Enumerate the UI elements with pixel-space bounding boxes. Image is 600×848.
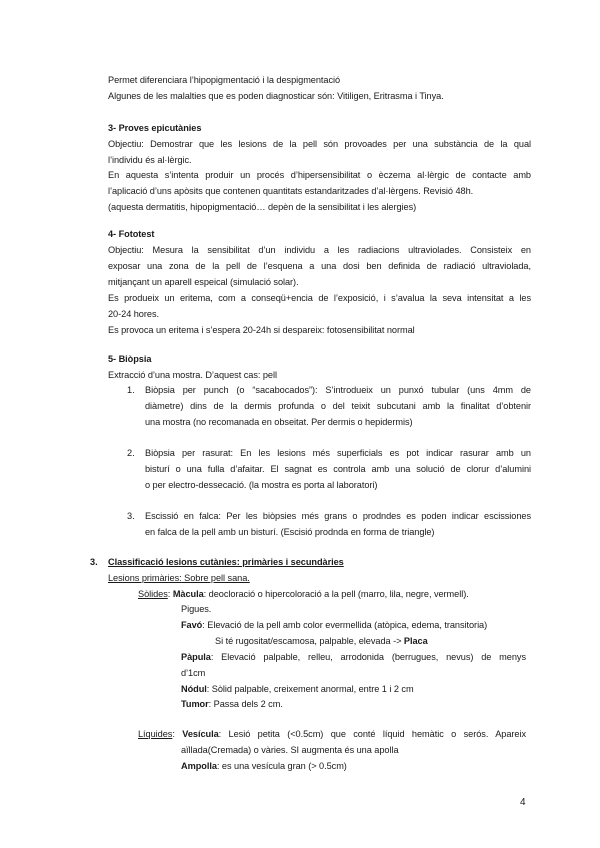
vesicula-term: Vesícula	[182, 729, 219, 739]
papula-line	[181, 651, 526, 663]
section-heading-classificacio: Classificació lesions cutànies: primàries i secundàries	[108, 557, 344, 567]
solides-line: Sòlides: Màcula: deocloració o hipercoloració a la pell (marro, lila, negre, vermell).	[138, 589, 469, 599]
nodul-line	[181, 683, 414, 695]
paragraph-line: exposar una zona de la pell de l’esquena a una dosi ben definida de radiació ultraviolada,	[108, 261, 531, 271]
liquides-line: Líquides: Vesícula: Lesió petita (<0.5cm) que conté líquid hemàtic o serós. Apareix	[138, 729, 527, 739]
tumor-line	[181, 698, 283, 710]
tumor-text: : Passa dels 2 cm.	[208, 699, 283, 709]
section-number: 3.	[90, 557, 98, 567]
vesicula-text-cont: aïllada(Cremada) o vàries. SI augmenta és una apolla	[181, 745, 399, 755]
nodul-text: : Sòlid palpable, creixement anormal, entre 1 i 2 cm	[206, 684, 414, 694]
list-number: 3.	[127, 511, 135, 521]
papula-text: : Elevació palpable, relleu, arrodonida (berrugues, nevus) de menys	[210, 652, 526, 662]
paragraph-line: Extracció d’una mostra. D’aquest cas: pell	[108, 370, 277, 380]
primaries-line	[108, 572, 250, 584]
list-item-line: o per electro-dessecació. (la mostra es porta al laboratori)	[145, 480, 378, 490]
favo-line	[181, 619, 487, 631]
papula-term: Pàpula	[181, 652, 211, 662]
list-item-line: bisturí o una fulla d’afaitar. El sagnat es controla amb una solució de clorur d’alumini	[145, 464, 531, 474]
macula-term: Màcula	[172, 589, 204, 599]
intro-line-1: Permet diferenciara l’hipopigmentació i la despigmentació	[108, 75, 341, 85]
solides-label: Sòlides	[138, 589, 168, 599]
section-heading-fototest: 4- Fototest	[108, 229, 155, 239]
list-item-line: Escissió en falca: Per les biòpsies més grans o prodndes es poden indicar escissiones	[145, 511, 531, 521]
paragraph-line: Objectiu: Mesura la sensibilitat d’un individu a les radiacions ultraviolades. Consisteix en	[108, 245, 531, 255]
paragraph-line: En aquesta s’intenta produir un procés d’hipersensibilitat o èczema al·lèrgic de contacte amb	[108, 170, 531, 180]
macula-text-cont: Pigues.	[181, 604, 212, 614]
paragraph-line: Es produeix un eritema, com a conseqü+encia de l’exposició, i s’avalua la seva intensitat a les	[108, 293, 531, 303]
list-number: 2.	[127, 448, 135, 458]
vesicula-text: : Lesió petita (<0.5cm) que conté líquid hemàtic o serós. Apareix	[218, 729, 527, 739]
section-heading-biopsia: 5- Biòpsia	[108, 354, 152, 364]
paragraph-line: (aquesta dermatitis, hipopigmentació… depèn de la sensibilitat i les alergies)	[108, 202, 417, 212]
ampolla-line	[181, 760, 347, 772]
placa-term: Placa	[403, 636, 428, 646]
favo-text: : Elevació de la pell amb color evermellida (atòpica, edema, transitoria)	[202, 620, 488, 630]
primaries-desc: Sobre pell sana.	[181, 573, 250, 583]
list-item-line: en falca de la pell amb un bisturí. (Escisió prodnda en forma de triangle)	[145, 527, 435, 537]
list-number: 1.	[127, 385, 135, 395]
paragraph-line: l’individu és al·lèrgic.	[108, 155, 192, 165]
paragraph-line: Es provoca un eritema i s’espera 20-24h si despareix: fotosensibilitat normal	[108, 325, 415, 335]
papula-text-cont: d’1cm	[181, 668, 206, 678]
nodul-term: Nódul	[181, 684, 207, 694]
placa-line	[215, 635, 428, 647]
paragraph-line: Objectiu: Demostrar que les lesions de la pell són provoades per una substància de la qual	[108, 139, 531, 149]
liquides-label: Líquides	[138, 729, 173, 739]
list-item-line: una mostra (no recomanada en obseitat. Per dermis o hepidermis)	[145, 417, 413, 427]
intro-line-2: Algunes de les malalties que es poden diagnosticar són: Vitiligen, Eritrasma i Tinya.	[108, 91, 444, 101]
list-item-line: diàmetre) dins de la dermis profunda o del teixit subcutani amb la finalitat d’obtenir	[145, 401, 531, 411]
placa-text: Si té rugositat/escamosa, palpable, elevada ->	[215, 636, 404, 646]
section-heading-proves-epicutanies: 3- Proves epicutànies	[108, 123, 202, 133]
favo-term: Favó	[181, 620, 203, 630]
page-number: 4	[520, 797, 526, 808]
ampolla-term: Ampolla	[181, 761, 217, 771]
ampolla-text: : es una vesícula gran (> 0.5cm)	[216, 761, 347, 771]
paragraph-line: mitjançant un aparell espeical (simulació solar).	[108, 277, 299, 287]
paragraph-line: 20-24 hores.	[108, 309, 159, 319]
tumor-term: Tumor	[181, 699, 209, 709]
paragraph-line: l’aplicació d’uns apòsits que contenen quantitats estandaritzades d’al·lèrgens. Revisió 48h.	[108, 186, 474, 196]
macula-text: : deocloració o hipercoloració a la pell (marro, lila, negre, vermell).	[203, 589, 469, 599]
list-item-line: Biòpsia per punch (o “sacabocados”): S’introdueix un punxó tubular (uns 4mm de	[145, 385, 531, 395]
list-item-line: Biòpsia per rasurat: En les lesions més superficials es pot indicar rasurar amb un	[145, 448, 531, 458]
primaries-label: Lesions primàries:	[108, 573, 182, 583]
